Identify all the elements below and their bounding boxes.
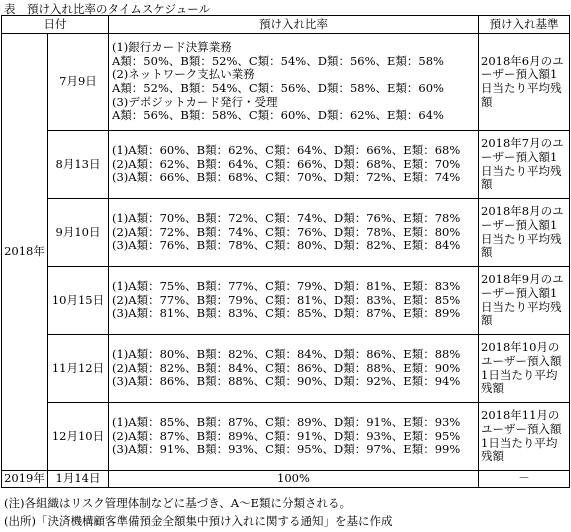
- ratio-line: (2)A類：77%、B類：79%、C類：81%、D類：83%、E類：85%: [112, 292, 461, 307]
- ratio-line: (2)A類：82%、B類：84%、C類：86%、D類：88%、E類：90%: [112, 360, 461, 375]
- table-row: [2, 199, 570, 267]
- basis-cell: 2018年11月のユーザー預入額1日当たり平均残額: [479, 403, 570, 471]
- ratio-line: (1)A類：80%、B類：82%、C類：84%、D類：86%、E類：88%: [112, 347, 461, 362]
- ratio-cell: [109, 267, 479, 335]
- ratio-line: A類：52%、B類：54%、C類：56%、D類：58%、E類：60%: [112, 81, 444, 95]
- ratio-cell: [109, 335, 479, 403]
- header-basis: 預け入れ基準: [479, 16, 570, 34]
- ratio-line: (3)A類：91%、B類：93%、C類：95%、D類：97%、E類：99%: [112, 442, 461, 457]
- year-cell-2019: 2019年: [2, 471, 48, 488]
- header-date: 日付: [2, 16, 109, 34]
- basis-cell: 2018年6月のユーザー預入額1日当たり平均残額: [479, 34, 570, 131]
- date-cell: 1月14日: [48, 471, 109, 488]
- header-row: [2, 16, 570, 34]
- schedule-table: [1, 15, 570, 488]
- basis-cell: －: [479, 471, 570, 488]
- ratio-line: (1)銀行カード決算業務: [112, 40, 232, 55]
- table-caption: 表 預け入れ比率のタイムスケジュール: [4, 2, 211, 16]
- basis-cell: 2018年10月のユーザー預入額1日当たり平均残額: [479, 335, 570, 403]
- basis-cell: 2018年7月のユーザー預入額1日当たり平均残額: [479, 131, 570, 199]
- date-cell: 8月13日: [48, 131, 109, 199]
- ratio-cell: [109, 131, 479, 199]
- ratio-cell: 100%: [109, 471, 479, 488]
- ratio-line: (1)A類：85%、B類：87%、C類：89%、D類：91%、E類：93%: [112, 415, 461, 430]
- ratio-line: A類：50%、B類：52%、C類：54%、D類：56%、E類：58%: [112, 53, 444, 68]
- basis-cell: 2018年9月のユーザー預入額1日当たり平均残額: [479, 267, 570, 335]
- ratio-line: (3)A類：81%、B類：83%、C類：85%、D類：87%、E類：89%: [112, 306, 461, 321]
- ratio-line: (1)A類：75%、B類：77%、C類：79%、D類：81%、E類：83%: [112, 279, 461, 294]
- ratio-line: (2)A類：62%、B類：64%、C類：66%、D類：68%、E類：70%: [112, 156, 461, 171]
- ratio-line: (3)デポジットカード発行・受理: [112, 94, 278, 109]
- note-text: (注)各組織はリスク管理体制などに基づき、A～E類に分類される。: [4, 496, 351, 510]
- date-cell: 9月10日: [48, 199, 109, 267]
- date-cell: 12月10日: [48, 403, 109, 471]
- ratio-line: A類：56%、B類：58%、C類：60%、D類：62%、E類：64%: [112, 108, 444, 123]
- ratio-line: (2)A類：72%、B類：74%、C類：76%、D類：78%、E類：80%: [112, 224, 461, 239]
- ratio-cell: [109, 403, 479, 471]
- ratio-line: (3)A類：86%、B類：88%、C類：90%、D類：92%、E類：94%: [112, 374, 461, 389]
- ratio-cell: [109, 199, 479, 267]
- table-row: [2, 267, 570, 335]
- year-cell-2018: 2018年: [2, 34, 48, 471]
- ratio-line: (3)A類：76%、B類：78%、C類：80%、D類：82%、E類：84%: [112, 238, 461, 253]
- table-row: [2, 131, 570, 199]
- ratio-line: (2)ネットワーク支払い業務: [112, 67, 255, 82]
- date-cell: 10月15日: [48, 267, 109, 335]
- date-cell: 11月12日: [48, 335, 109, 403]
- ratio-line: (1)A類：70%、B類：72%、C類：74%、D類：76%、E類：78%: [112, 211, 461, 226]
- table-row-final: [2, 471, 570, 488]
- date-cell: 7月9日: [48, 34, 109, 131]
- basis-cell: 2018年8月のユーザー預入額1日当たり平均残額: [479, 199, 570, 267]
- source-text: (出所)「決済機構顧客準備預金全額集中預け入れに関する通知」を基に作成: [4, 514, 393, 528]
- table-row: [2, 403, 570, 471]
- ratio-cell: [109, 34, 479, 131]
- ratio-line: (1)A類：60%、B類：62%、C類：64%、D類：66%、E類：68%: [112, 143, 461, 158]
- table-row: [2, 335, 570, 403]
- table-row: [2, 34, 570, 131]
- ratio-line: (2)A類：87%、B類：89%、C類：91%、D類：93%、E類：95%: [112, 428, 461, 443]
- header-ratio: 預け入れ比率: [109, 16, 479, 34]
- footnotes: [4, 494, 392, 530]
- ratio-line: (3)A類：66%、B類：68%、C類：70%、D類：72%、E類：74%: [112, 170, 461, 185]
